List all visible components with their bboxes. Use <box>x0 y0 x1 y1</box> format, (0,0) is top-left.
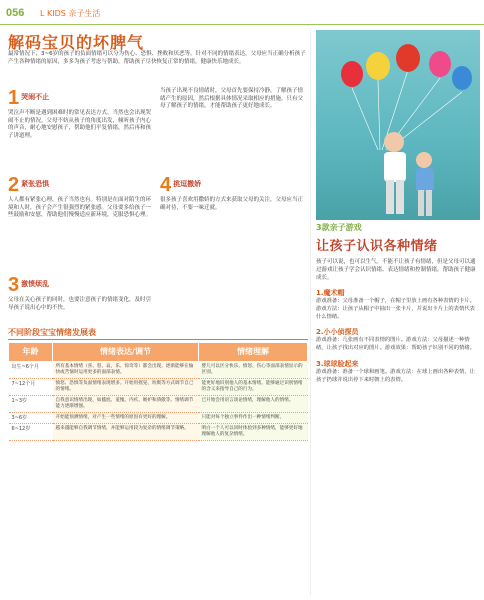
section-number: 4 <box>160 174 172 196</box>
table-row <box>9 396 308 413</box>
section-2 <box>8 175 152 220</box>
header-age: 年龄 <box>9 343 53 362</box>
children-balloons-photo <box>316 30 480 220</box>
section-4 <box>160 175 306 212</box>
table-row <box>9 362 308 379</box>
cell-age: 7~12个月 <box>9 379 53 396</box>
header-expression: 情绪表达/调节 <box>53 343 199 362</box>
cell-expression: 愤怒、恐惧等负面情绪表现增多。开始用摇晃、吮吸等方式调节自己的情绪。 <box>53 379 199 396</box>
header-divider <box>0 24 484 25</box>
page-header <box>0 0 484 28</box>
table-header-row <box>9 343 308 362</box>
section-text: 父母在关心孩子的同时，也要注意孩子的情绪变化，及时引导孩子说出心中的不快。 <box>8 297 152 311</box>
section-title: 哭闹不止 <box>21 93 50 101</box>
games-intro: 孩子可以说，也可以生气。不能不让孩子有情绪，但是父母可以通过游戏让孩子学会认识情绪、表达情绪和控制情绪，帮助孩子健康成长。 <box>316 259 476 281</box>
cell-expression: 自我意识情绪出现，如尴尬、羞愧、内疚、嫉妒和骄傲等。情绪调节能力逐渐增强。 <box>53 396 199 413</box>
cell-age: 出生~6个月 <box>9 362 53 379</box>
cell-understanding: 明白一个人可以同时体验到多种情绪，能够更好地理解他人的复杂情绪。 <box>199 424 308 441</box>
section-title: 激愤烦乱 <box>21 280 50 288</box>
section-1 <box>8 88 152 140</box>
cell-age: 3~6岁 <box>9 413 53 424</box>
table-row <box>9 413 308 424</box>
games-kicker: 3款亲子游戏 <box>316 223 362 232</box>
section-3 <box>8 275 152 312</box>
section-text: 人人都有紧张心理，孩子当然也有。特别是在面对陌生的环境和人时，孩子会产生很强烈的紧张感。父母要多给孩子一些鼓励和安慰，帮助他们慢慢适应新环境，克服恐惧心理。 <box>8 197 152 218</box>
section-number: 3 <box>8 274 20 296</box>
cell-understanding: 已开始会用语言谈论情绪，理解他人的情绪。 <box>199 396 308 413</box>
cell-understanding: 婴儿可以区分快乐、愤怒、伤心等面部表情显示的区别。 <box>199 362 308 379</box>
section-title: 挑逗撒娇 <box>173 180 202 188</box>
cell-expression: 所有基本情绪（喜、怒、哀、乐、惊奇等）都会出现。逐渐能够在愉快或苦恼时运用更多的面部表情。 <box>53 362 199 379</box>
cell-expression: 开始能预测情绪，对产生一些情绪的原因有更好的理解。 <box>53 413 199 424</box>
game-title: 1.魔术帽 <box>316 289 345 297</box>
game-text: 游戏准备：父母准备一个帽子，在帽子里放上画有各种表情的卡片。游戏方法：让孩子从帽子中抽出一张卡片，并说出卡片上的表情代表什么情绪。 <box>316 298 475 320</box>
article-title: 解码宝贝的坏脾气 <box>8 33 145 52</box>
cell-age: 6~12岁 <box>9 424 53 441</box>
emotion-development-table <box>8 342 308 441</box>
table-row <box>9 424 308 441</box>
games-title: 让孩子认识各种情绪 <box>316 239 438 254</box>
photo-illustration <box>316 30 480 220</box>
section-label: L KIDS 亲子生活 <box>40 9 101 18</box>
table-row <box>9 379 308 396</box>
game-title: 3.球球脸起来 <box>316 359 359 368</box>
game-text: 游戏准备：准备一个球和画笔。游戏方法：在球上画出各种表情，让孩子扔球并说出停下来时朝上的表情。 <box>316 368 475 383</box>
section-text: 哭泣声不断是遇到困难时的常见表达方式。当然也会出现哭闹不止的情况。父母不妨从孩子的角度出发，倾听孩子内心的声音，耐心地安慰孩子，帮助他们平复情绪，然后再和孩子讲道理。 <box>8 110 152 139</box>
mid-text: 当孩子出现不良情绪时，父母首先要保持冷静，了解孩子情绪产生的原因，然后根据具体情况采取相应的措施。只有父母了解孩子的情绪，才能帮助孩子更好地成长。 <box>160 88 304 109</box>
game-text: 游戏准备：几张画有不同表情的图片。游戏方法：父母描述一种情绪，让孩子找出对应的图片。游戏效果：帮助孩子识别不同的情绪。 <box>316 337 475 352</box>
section-title: 紧张恐惧 <box>21 180 50 188</box>
cell-age: 1~3岁 <box>9 396 53 413</box>
page-number: 056 <box>6 7 25 19</box>
cell-expression: 越来越能够自我调节情绪，并能够运用较为复杂的情绪调节策略。 <box>53 424 199 441</box>
section-text: 很多孩子喜欢用撒娇的方式来获取父母的关注，父母应当正确对待，不要一味迁就。 <box>160 197 304 211</box>
section-number: 2 <box>8 174 20 196</box>
cell-understanding: 能更好地识别他人的基本情绪。能够通过识别情绪的含义来指导自己的行为。 <box>199 379 308 396</box>
header-understanding: 情绪理解 <box>199 343 308 362</box>
section-number: 1 <box>8 87 20 109</box>
cell-understanding: 只能对每个独立事件作出一种情绪判断。 <box>199 413 308 424</box>
column-divider <box>310 30 311 595</box>
article-intro: 最常情况下，3~6岁的孩子的负面情绪可以分为伤心、恐惧、挫败和厌恶等。针对不同的情绪表达，父母应当正确分析孩子产生各种情绪的原因，多多为孩子考虑与帮助，帮助孩子尽快恢复正常的情绪，健康快乐地成长。 <box>8 51 306 65</box>
table-title: 不同阶段宝宝情绪发展表 <box>8 327 308 340</box>
game-title: 2.小小侦探员 <box>316 328 359 337</box>
parent-child-games <box>316 222 480 385</box>
